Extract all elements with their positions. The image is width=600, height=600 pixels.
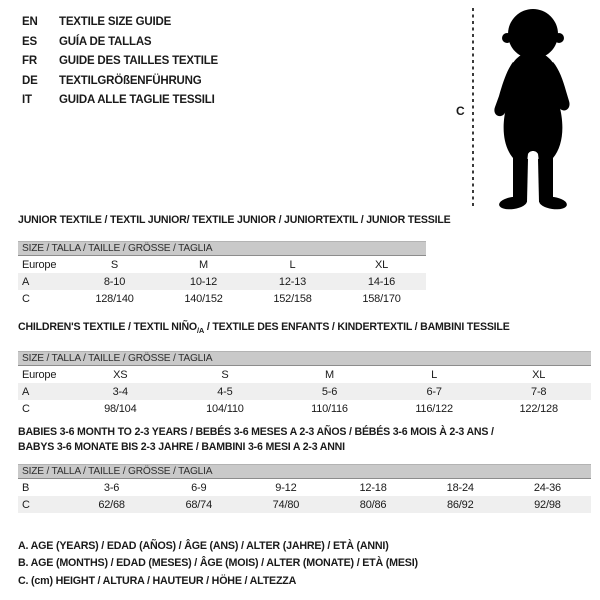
language-row	[22, 13, 218, 33]
table-cell: 14-16	[367, 275, 396, 288]
language-list	[22, 13, 218, 111]
section-babies-title	[18, 425, 591, 455]
table-cell: 128/140	[95, 292, 134, 305]
table-cell: 12-13	[278, 275, 307, 288]
table-cell: L	[431, 368, 438, 381]
table-cell: 9-12	[275, 481, 297, 494]
table-cell: 3-4	[112, 385, 128, 398]
table-row	[18, 290, 426, 307]
table-row	[18, 256, 426, 273]
title-text: / TEXTILE DES ENFANTS / KINDERTEXTIL / BAMBINI TESSILE	[204, 321, 510, 333]
table-cell: 152/158	[273, 292, 312, 305]
table-cell: 80/86	[359, 498, 387, 511]
table-cell: 12-18	[359, 481, 387, 494]
language-label: GUIDA ALLE TAGLIE TESSILI	[59, 94, 215, 106]
table-cell: 86/92	[446, 498, 474, 511]
legend-footnotes	[18, 538, 418, 590]
table-cell: 8-10	[103, 275, 126, 288]
table-cell: 4-5	[217, 385, 233, 398]
row-label: A	[22, 275, 30, 288]
table-cell: M	[325, 368, 334, 381]
table-cell: 7-8	[531, 385, 547, 398]
table-cell: XL	[532, 368, 546, 381]
language-row	[22, 72, 218, 92]
language-row	[22, 91, 218, 111]
section-junior	[18, 214, 451, 307]
size-header-bar: SIZE / TALLA / TAILLE / GRÖSSE / TAGLIA	[18, 464, 591, 479]
toddler-figure	[450, 6, 590, 216]
row-label: Europe	[22, 258, 57, 271]
table-cell: 140/152	[184, 292, 223, 305]
babies-size-table	[18, 479, 591, 513]
title-line-2: BABYS 3-6 MONATE BIS 2-3 JAHRE / BAMBINI 3-6 MESI A 2-3 ANNI	[18, 441, 345, 453]
size-header-bar: SIZE / TALLA / TAILLE / GRÖSSE / TAGLIA	[18, 241, 426, 256]
table-row	[18, 273, 426, 290]
language-label: TEXTILGRÖßENFÜHRUNG	[59, 74, 202, 87]
language-label: GUÍA DE TALLAS	[59, 35, 152, 48]
table-row	[18, 366, 591, 383]
table-cell: 62/68	[98, 498, 125, 511]
table-cell: 74/80	[272, 498, 300, 511]
footnote-c: C. (cm) HEIGHT / ALTURA / HAUTEUR / HÖHE / ALTEZZA	[18, 574, 297, 587]
table-cell: 6-7	[426, 385, 442, 398]
title-line-1: BABIES 3-6 MONTH TO 2-3 YEARS / BEBÉS 3-6 MESES A 2-3 AÑOS / BÉBÉS 3-6 MOIS À 2-3 ANS /	[18, 426, 494, 438]
language-code: IT	[22, 94, 32, 106]
table-row	[18, 400, 591, 417]
language-code: EN	[22, 16, 38, 28]
table-cell: 10-12	[189, 275, 218, 288]
footnote-b: B. AGE (MONTHS) / EDAD (MESES) / ÂGE (MOIS) / ALTER (MONATE) / ETÀ (MESI)	[18, 557, 418, 570]
section-children-title	[18, 321, 591, 337]
title-subscript: /A	[196, 326, 205, 336]
table-cell: 68/74	[185, 498, 212, 511]
table-cell: 92/98	[534, 498, 561, 511]
table-cell: M	[199, 258, 208, 271]
table-cell: 158/170	[362, 292, 401, 305]
table-cell: 116/122	[415, 402, 453, 415]
table-row	[18, 479, 591, 496]
language-code: FR	[22, 55, 37, 67]
height-dashed-line	[472, 8, 474, 208]
row-label: C	[22, 292, 30, 305]
table-cell: 6-9	[191, 481, 207, 494]
table-cell: 122/128	[519, 402, 558, 415]
table-cell: 18-24	[446, 481, 474, 494]
table-cell: 110/116	[311, 402, 348, 415]
footnote-a: A. AGE (YEARS) / EDAD (AÑOS) / ÂGE (ANS) / ALTER (JAHRE) / ETÀ (ANNI)	[18, 540, 389, 552]
section-children	[18, 321, 591, 417]
table-cell: S	[110, 258, 119, 271]
row-label: C	[22, 402, 30, 415]
table-cell: XL	[374, 258, 389, 271]
table-cell: 98/104	[104, 402, 137, 415]
table-cell: 24-36	[533, 481, 561, 494]
section-junior-title: JUNIOR TEXTILE / TEXTIL JUNIOR/ TEXTILE JUNIOR / JUNIORTEXTIL / JUNIOR TESSILE	[18, 214, 451, 226]
table-cell: 5-6	[321, 385, 338, 398]
language-code: DE	[22, 74, 38, 87]
table-cell: XS	[113, 368, 128, 381]
table-row	[18, 496, 591, 513]
size-header-bar: SIZE / TALLA / TAILLE / GRÖSSE / TAGLIA	[18, 351, 591, 366]
language-row	[22, 52, 218, 72]
table-cell: S	[221, 368, 229, 381]
language-label: TEXTILE SIZE GUIDE	[59, 16, 172, 28]
title-text: CHILDREN'S TEXTILE / TEXTIL NIÑO	[18, 321, 197, 333]
row-label: Europe	[22, 368, 57, 381]
row-label: A	[22, 385, 30, 398]
table-cell: 3-6	[103, 481, 120, 494]
table-cell: 104/110	[206, 402, 244, 415]
table-cell: L	[289, 258, 296, 271]
toddler-silhouette	[483, 6, 583, 211]
height-marker-label: C	[456, 104, 465, 118]
language-label: GUIDE DES TAILLES TEXTILE	[59, 55, 218, 67]
children-size-table	[18, 366, 591, 417]
table-row	[18, 383, 591, 400]
row-label: B	[22, 481, 30, 494]
junior-size-table	[18, 256, 426, 307]
row-label: C	[22, 498, 30, 511]
language-code: ES	[22, 35, 37, 48]
section-babies	[18, 425, 591, 513]
language-row	[22, 33, 218, 53]
